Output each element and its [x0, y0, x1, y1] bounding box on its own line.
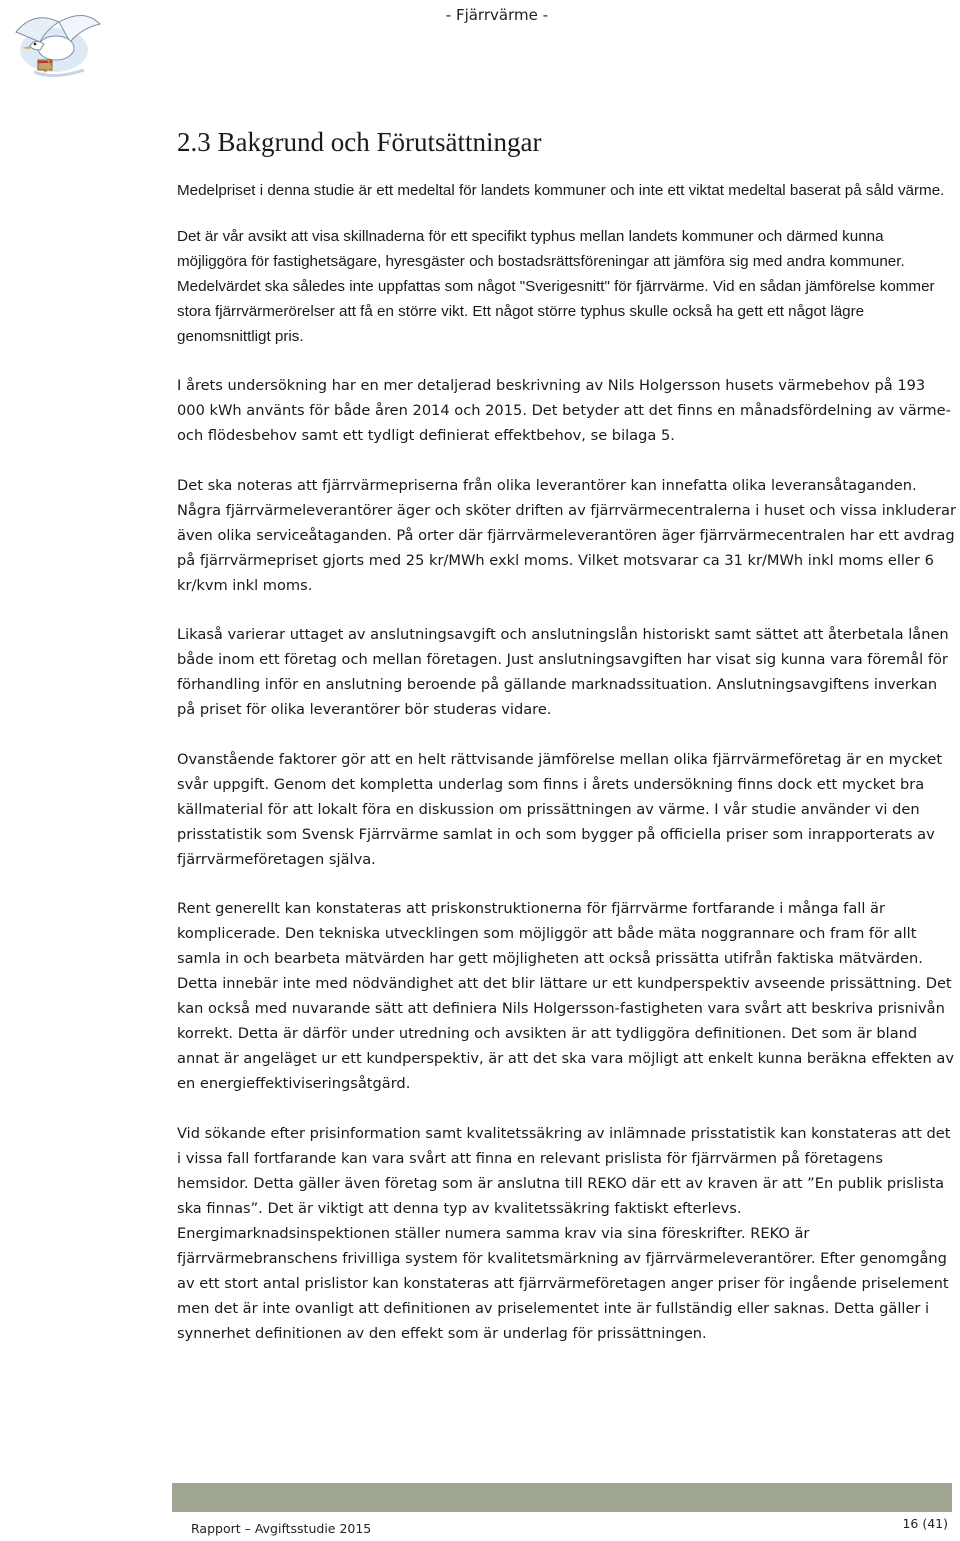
footer-page-number: 16 (41): [902, 1516, 948, 1531]
paragraph-prisinformation: Vid sökande efter prisinformation samt kvalitetssäkring av inlämnade prisstatistik kan konstateras att det i vissa fall fortfarande kan vara svårt att finna en relevant prislista för fjärrvärmen på företagens hemsidor. Detta gäller även företag som är anslutna till REKO där ett av kraven är att ”En publik prislista ska finnas”. Det är viktigt att denna typ av kvalitetssäkring faktiskt efterlevs. Energimarknadsinspektionen ställer numera samma krav via sina föreskrifter. REKO är fjärrvärmebranschens frivilliga system för kvalitetsmärkning av fjärrvärmeleverantörer. Efter genomgång av ett stort antal prislistor kan konstateras att fjärrvärmeföretagen anger priser för ingående priselement men det är inte ovanligt att definitionen av priselementet inte är fullständig eller saknas. Detta gäller i synnerhet definitionen av den effekt som är underlag för prissättningen.: [177, 1124, 951, 1342]
paragraph-priskonstruktioner: Rent generellt kan konstateras att priskonstruktionerna för fjärrvärme fortfarande i många fall är komplicerade. Den tekniska utvecklingen som möjliggör att både mäta noggrannare och fram för allt samla in och bearbeta mätvärden har gett möjligheten att också prissätta utifrån faktiska mätvärden. Detta innebär inte med nödvändighet att det blir lättare ur ett kundperspektiv avseende prissättning. Det kan också med nuvarande sätt att definiera Nils Holgersson-fastigheten vara svårt att beskriva prisnivån korrekt. Detta är därför under utredning och avsikten är att tydliggöra definitionen. Det som är bland annat är angeläget ur ett kundperspektiv, är att det ska vara möjligt att enkelt kunna beräkna effekten av en energieffektiviseringsåtgärd.: [177, 900, 955, 1092]
paragraph-avsikt: Det är vår avsikt att visa skillnaderna för ett specifikt typhus mellan landets kommuner och därmed kunna möjliggöra för fastighetsägare, hyresgäster och bostadsrättsföreningar att jämföra sig med andra kommuner. Medelvärdet ska således inte uppfattas som något "Sverigesnitt" för fjärrvärme. Vid en sådan jämförelse kommer stora fjärrvärmerörelser att få en större vikt. Ett något större typhus skulle också ha gett ett något lägre genomsnittligt pris.: [177, 227, 935, 345]
footer-bar: [172, 1483, 952, 1512]
paragraph-medelpriset: Medelpriset i denna studie är ett medeltal för landets kommuner och inte ett viktat medeltal baserat på såld värme.: [177, 182, 945, 199]
goose-logo-icon: [4, 2, 104, 88]
running-header-title: - Fjärrvärme -: [445, 6, 548, 24]
paragraph-faktorer: Ovanstående faktorer gör att en helt rättvisande jämförelse mellan olika fjärrvärmeföretag är en mycket svår uppgift. Genom det kompletta underlag som finns i årets undersökning finns dock ett mycket bra källmaterial för att lokalt föra en diskussion om prissättningen av värme. I vår studie använder vi den prisstatistik som Svensk Fjärrvärme samlat in och som bygger på officiella priser som inrapporterats av fjärrvärmeföretagen själva.: [177, 750, 943, 868]
section-heading: 2.3 Bakgrund och Förutsättningar: [177, 127, 542, 157]
paragraph-undersokning: I årets undersökning har en mer detaljerad beskrivning av Nils Holgersson husets värmebehov på 193 000 kWh använts för både åren 2014 och 2015. Det betyder att det finns en månadsfördelning av värme- och flödesbehov samt ett tydligt definierat effektbehov, se bilaga 5.: [177, 377, 951, 444]
paragraph-anslutningsavgift: Likaså varierar uttaget av anslutningsavgift och anslutningslån historiskt samt sättet att återbetala lånen både inom ett företag och mellan företagen. Just anslutningsavgiften har visat sig kunna vara föremål för förhandling inför en anslutning beroende på gällande marknadssituation. Anslutningsavgiftens inverkan på priset för olika leverantörer bör studeras vidare.: [177, 626, 949, 718]
footer-report-title: Rapport – Avgiftsstudie 2015: [191, 1521, 372, 1536]
main-content: [177, 122, 957, 1346]
paragraph-leveransataganden: Det ska noteras att fjärrvärmepriserna från olika leverantörer kan innefatta olika leveransåtaganden. Några fjärrvärmeleverantörer äger och sköter driften av fjärrvärmecentralerna i huset och vissa inkluderar även olika serviceåtaganden. På orter där fjärrvärmeleverantören äger fjärrvärmecentralen har ett avdrag på fjärrvärmepriset gjorts med 25 kr/MWh exkl moms. Vilket motsvarar ca 31 kr/MWh inkl moms eller 6 kr/kvm inkl moms.: [177, 476, 956, 594]
